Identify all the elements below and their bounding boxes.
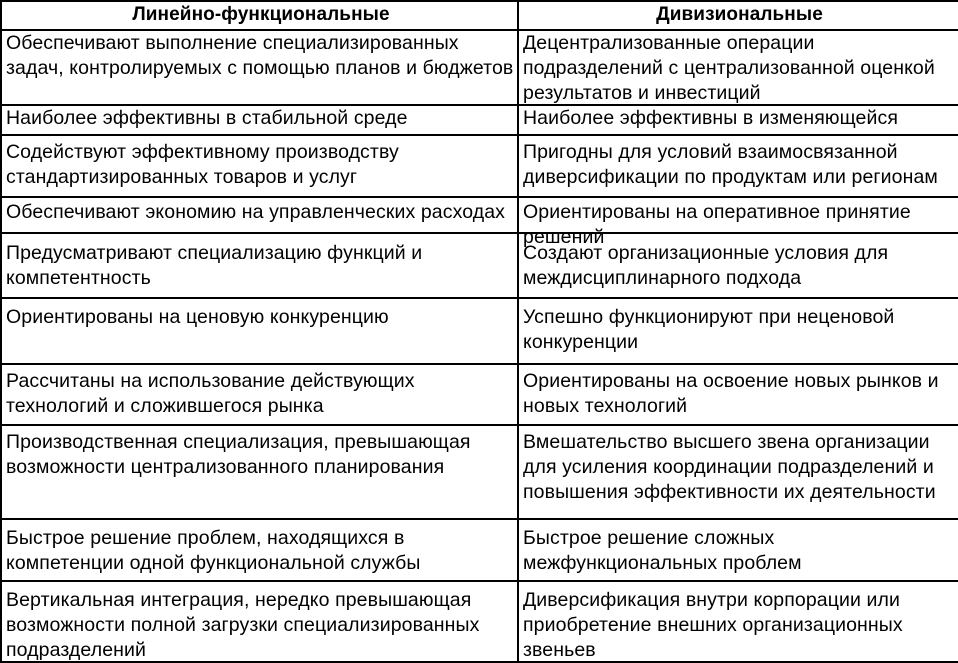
table-cell-divisional (523, 588, 956, 661)
table-cell-divisional (523, 305, 956, 363)
table-cell-divisional (523, 430, 956, 518)
table-cell-linear (6, 526, 516, 580)
table-border-left (0, 0, 2, 663)
cell-text: Наиболее эффективны в стабильной среде (6, 107, 408, 129)
row-divider (0, 232, 958, 234)
table-cell-linear (6, 140, 516, 196)
row-divider (0, 363, 958, 365)
cell-text: Пригодны для условий взаимосвязанной диверсификации по продуктам или регионам (523, 141, 938, 188)
table-cell-divisional (523, 241, 956, 297)
cell-text: Децентрализованные операции подразделений с централизованной оценкой результатов и инвестиций (523, 32, 935, 104)
column-divider (517, 0, 519, 663)
cell-text: Вмешательство высшего звена организации для усиления координации подразделений и повышения эффективности их деятельности (523, 431, 936, 503)
cell-text: Обеспечивают экономию на управленческих расходах (6, 201, 505, 223)
cell-text: Наиболее эффективны в изменяющейся (523, 107, 898, 129)
row-divider (0, 134, 958, 136)
cell-text: Быстрое решение сложных межфункциональных проблем (523, 527, 802, 574)
cell-text: Вертикальная интеграция, нередко превышающая возможности полной загрузки специализированных подразделений (6, 589, 480, 661)
table-cell-linear (6, 241, 516, 297)
table-cell-divisional (523, 526, 956, 580)
row-divider (0, 297, 958, 299)
cell-text: Содействуют эффективному производству стандартизированных товаров и услуг (6, 141, 399, 188)
table-cell-linear (6, 305, 516, 363)
table-cell-linear (6, 106, 516, 134)
cell-text: Рассчитаны на использование действующих технологий и сложившегося рынка (6, 370, 415, 417)
table-cell-divisional (523, 369, 956, 424)
cell-text: Предусматривают специализацию функций и компетентность (6, 242, 423, 289)
cell-text: Успешно функционируют при неценовой конкуренции (523, 306, 895, 353)
cell-text: Обеспечивают выполнение специализированных задач, контролируемых с помощью планов и бюджетов (6, 32, 514, 79)
table-cell-divisional (523, 106, 956, 134)
cell-text: Ориентированы на освоение новых рынков и новых технологий (523, 370, 939, 417)
table-cell-linear (6, 588, 516, 661)
cell-text: Создают организационные условия для междисциплинарного подхода (523, 242, 889, 289)
table-cell-divisional (523, 200, 956, 248)
header-divisional: Дивизиональные (656, 4, 823, 25)
table-cell-linear (6, 31, 516, 104)
row-divider (0, 424, 958, 426)
cell-text: Диверсификация внутри корпорации или приобретение внешних организационных звеньев (523, 589, 903, 661)
cell-text: Ориентированы на ценовую конкуренцию (6, 306, 389, 328)
header-linear-functional: Линейно-функциональные (132, 4, 390, 25)
cell-text: Быстрое решение проблем, находящихся в компетенции одной функциональной службы (6, 527, 421, 574)
row-divider (0, 196, 958, 198)
cell-text: Ориентированы на оперативное принятие решений (523, 201, 911, 248)
table-cell-linear (6, 200, 516, 232)
row-divider (0, 580, 958, 582)
table-cell-divisional (523, 140, 956, 196)
table-cell-linear (6, 430, 516, 518)
row-divider (0, 518, 958, 520)
table-cell-linear (6, 369, 516, 424)
cell-text: Производственная специализация, превышающая возможности централизованного планирования (6, 431, 471, 478)
table-cell-divisional (523, 31, 956, 104)
